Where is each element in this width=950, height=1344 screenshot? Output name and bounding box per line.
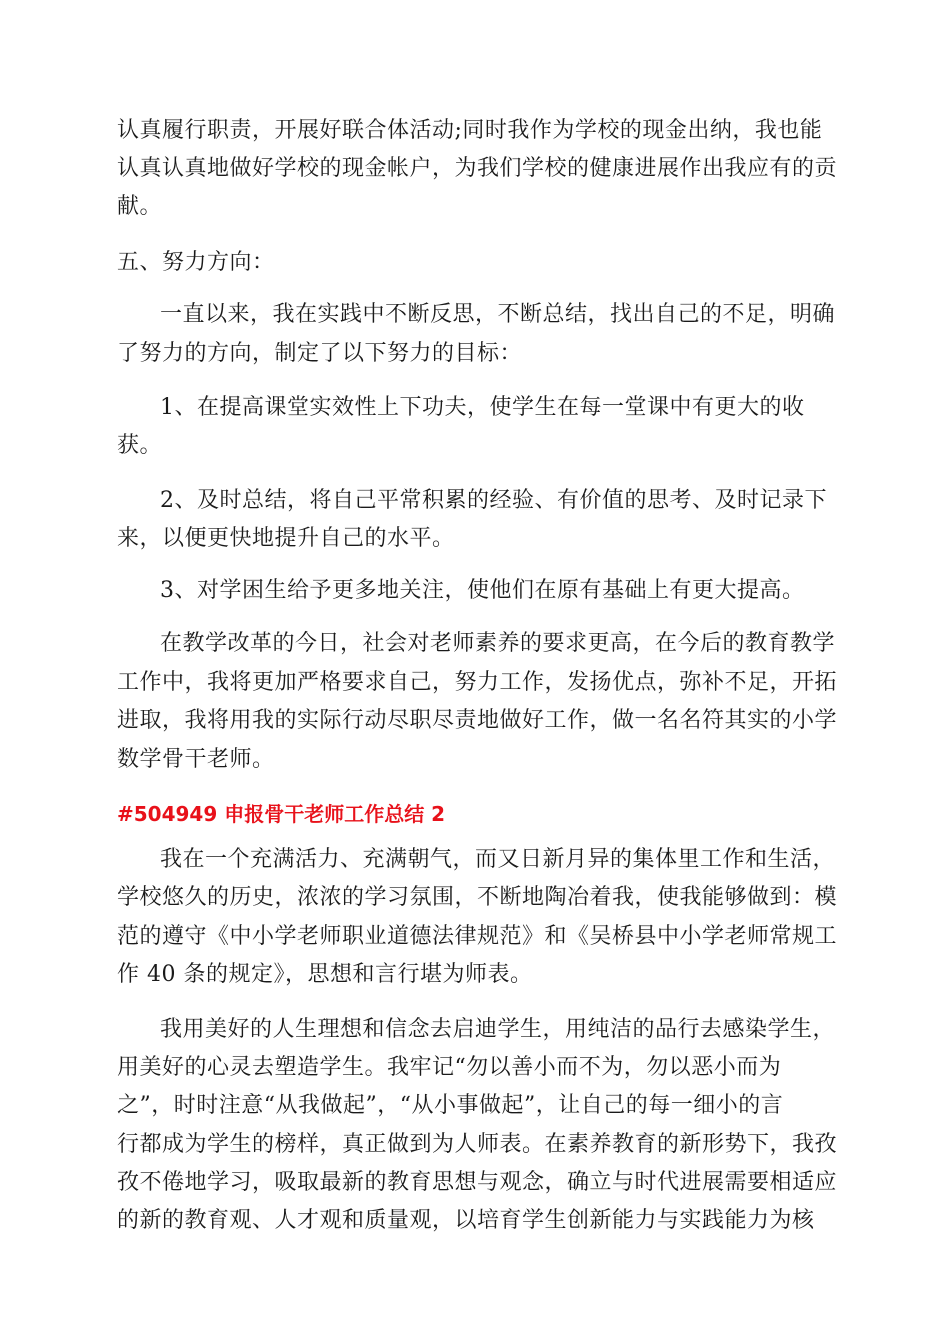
paragraph-line: 在教学改革的今日，社会对老师素养的要求更高，在今后的教育教学 — [160, 631, 836, 656]
paragraph-line: 孜不倦地学习，吸取最新的教育思想与观念，确立与时代进展需要相适应 — [117, 1170, 838, 1195]
paragraph-line: 数学骨干老师。 — [117, 747, 275, 772]
paragraph-line: 认真认真地做好学校的现金帐户，为我们学校的健康进展作出我应有的贡 — [117, 156, 838, 181]
paragraph-line: 进取，我将用我的实际行动尽职尽责地做好工作，做一名名符其实的小学 — [117, 708, 838, 733]
paragraph-line: 我在一个充满活力、充满朝气，而又日新月异的集体里工作和生活， — [160, 847, 836, 872]
paragraph-line: 学校悠久的历史，浓浓的学习氛围，不断地陶冶着我，使我能够做到：模 — [117, 885, 838, 910]
paragraph-line: 范的遵守《中小学老师职业道德法律规范》和《吴桥县中小学老师常规工 — [117, 924, 838, 949]
paragraph-line: 了努力的方向，制定了以下努力的目标： — [117, 341, 523, 366]
goal-item: 1、在提高课堂实效性上下功夫，使学生在每一堂课中有更大的收 — [160, 395, 805, 420]
goal-item: 2、及时总结，将自己平常积累的经验、有价值的思考、及时记录下 — [160, 488, 827, 513]
paragraph-line: 作 40 条的规定》，思想和言行堪为师表。 — [117, 962, 533, 987]
paragraph-line: 我用美好的人生理想和信念去启迪学生，用纯洁的品行去感染学生， — [160, 1017, 836, 1042]
paragraph-line: 献。 — [117, 194, 163, 219]
goal-item: 获。 — [117, 433, 163, 458]
paragraph-line: 认真履行职责，开展好联合体活动;同时我作为学校的现金出纳，我也能 — [117, 118, 823, 143]
paragraph-line: 用美好的心灵去塑造学生。我牢记“勿以善小而不为，勿以恶小而为 — [117, 1055, 782, 1080]
section-heading: #504949 申报骨干老师工作总结 2 — [117, 802, 446, 826]
paragraph-line: 一直以来，我在实践中不断反思，不断总结，找出自己的不足，明确 — [160, 302, 836, 327]
paragraph-line: 的新的教育观、人才观和质量观，以培育学生创新能力与实践能力为核 — [117, 1208, 815, 1233]
paragraph-line: 之”，时时注意“从我做起”，“从小事做起”，让自己的每一细小的言 — [117, 1093, 784, 1118]
goal-item: 3、对学困生给予更多地关注，使他们在原有基础上有更大提高。 — [160, 578, 805, 603]
paragraph-line: 行都成为学生的榜样，真正做到为人师表。在素养教育的新形势下，我孜 — [117, 1132, 838, 1157]
goal-item: 来，以便更快地提升自己的水平。 — [117, 526, 455, 551]
paragraph-line: 工作中，我将更加严格要求自己，努力工作，发扬优点，弥补不足，开拓 — [117, 670, 838, 695]
section-title: 五、努力方向： — [117, 250, 275, 275]
